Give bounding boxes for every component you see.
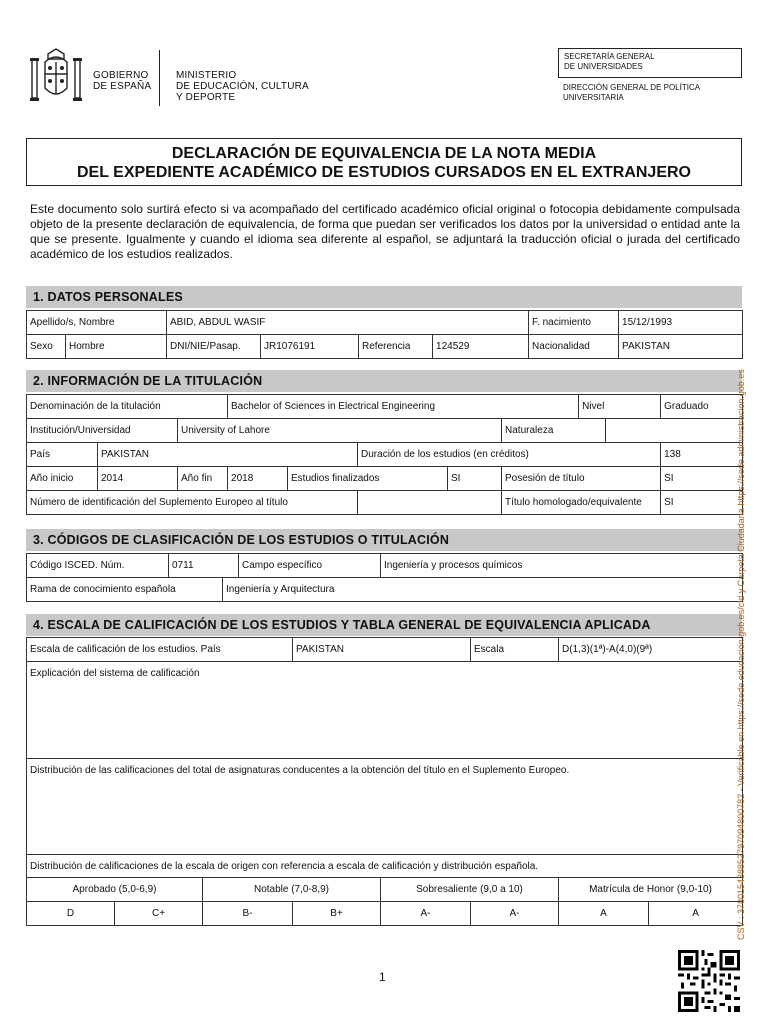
table-row <box>27 443 743 467</box>
referencia-value: 124529 <box>433 335 529 359</box>
escala-label: Escala <box>471 638 559 662</box>
table-row <box>27 759 743 782</box>
grade-header-aprobado: Aprobado (5,0-6,9) <box>27 878 203 902</box>
grade-cell: B- <box>203 902 293 926</box>
homologado-label: Título homologado/equivalente <box>502 491 661 515</box>
titulacion-table <box>26 394 743 515</box>
isced-value: 0711 <box>169 554 239 578</box>
campo-label: Campo específico <box>239 554 381 578</box>
suplemento-label: Número de identificación del Suplemento Europeo al título <box>27 491 358 515</box>
explicacion-area <box>27 684 743 759</box>
denominacion-value: Bachelor of Sciences in Electrical Engineering <box>228 395 579 419</box>
finalizados-label: Estudios finalizados <box>288 467 448 491</box>
nacionalidad-label: Nacionalidad <box>529 335 619 359</box>
duracion-value: 138 <box>661 443 743 467</box>
pais-label: País <box>27 443 98 467</box>
posesion-value: SI <box>661 467 743 491</box>
direccion-text: DIRECCIÓN GENERAL DE POLÍTICA UNIVERSITARIA <box>563 83 701 102</box>
grade-header-notable: Notable (7,0-8,9) <box>203 878 381 902</box>
table-row <box>27 781 743 855</box>
table-row <box>27 638 743 662</box>
table-row <box>27 491 743 515</box>
grade-cell: A- <box>381 902 471 926</box>
grade-cell: B+ <box>293 902 381 926</box>
explicacion-label: Explicación del sistema de calificación <box>27 662 743 685</box>
fnac-label: F. nacimiento <box>529 311 619 335</box>
escala-table <box>26 637 743 926</box>
secretaria-box: SECRETARÍA GENERAL DE UNIVERSIDADES <box>558 48 742 78</box>
ministerio-text: MINISTERIO DE EDUCACIÓN, CULTURA Y DEPORTE <box>176 70 309 103</box>
table-row <box>27 578 743 602</box>
sexo-label: Sexo <box>27 335 66 359</box>
section-3-heading: 3. CÓDIGOS DE CLASIFICACIÓN DE LOS ESTUDIOS O TITULACIÓN <box>26 529 742 551</box>
section-1-heading: 1. DATOS PERSONALES <box>26 286 742 308</box>
finalizados-value: SI <box>448 467 502 491</box>
referencia-label: Referencia <box>359 335 433 359</box>
table-row <box>27 467 743 491</box>
header-divider <box>159 50 160 106</box>
posesion-label: Posesión de título <box>502 467 661 491</box>
apellidos-label: Apellido/s, Nombre <box>27 311 167 335</box>
rama-value: Ingeniería y Arquitectura <box>223 578 743 602</box>
distribucion-label: Distribución de las calificaciones del total de asignaturas conducentes a la obtención del título en el Suplemento Europeo. <box>27 759 743 782</box>
grade-cell: D <box>27 902 115 926</box>
denominacion-label: Denominación de la titulación <box>27 395 228 419</box>
sexo-value: Hombre <box>66 335 167 359</box>
table-row <box>27 395 743 419</box>
table-row <box>27 335 743 359</box>
escala-pais-value: PAKISTAN <box>293 638 471 662</box>
table-row <box>27 554 743 578</box>
fnac-value: 15/12/1993 <box>619 311 743 335</box>
table-row <box>27 855 743 878</box>
nivel-value: Graduado <box>661 395 743 419</box>
pais-value: PAKISTAN <box>98 443 358 467</box>
campo-value: Ingeniería y procesos químicos <box>381 554 743 578</box>
table-row <box>27 878 743 902</box>
grade-cell: A- <box>471 902 559 926</box>
distribucion-area <box>27 781 743 855</box>
table-row <box>27 419 743 443</box>
datos-personales-table <box>26 310 743 359</box>
table-row <box>27 311 743 335</box>
escala-value: D(1,3)(1ª)-A(4,0)(9ª) <box>559 638 743 662</box>
qr-code-icon[interactable] <box>678 950 740 1012</box>
nacionalidad-value: PAKISTAN <box>619 335 743 359</box>
intro-paragraph: Este documento solo surtirá efecto si va acompañado del certificado académico oficial original o fotocopia debidamente compulsada objeto de la presente declaración de equivalencia, de forma que puedan ser verificados los datos por la universidad o entidad ante la que se presente. Igualmente y cuando el idioma sea diferente al español, se adjuntará la traducción oficial o jurada del certificado académico de los estudios realizados. <box>30 202 740 261</box>
naturaleza-label: Naturaleza <box>502 419 606 443</box>
table-row <box>27 684 743 759</box>
isced-label: Código ISCED. Núm. <box>27 554 169 578</box>
homologado-value: SI <box>661 491 743 515</box>
inicio-label: Año inicio <box>27 467 98 491</box>
section-4-heading: 4. ESCALA DE CALIFICACIÓN DE LOS ESTUDIOS Y TABLA GENERAL DE EQUIVALENCIA APLICADA <box>26 614 742 636</box>
spain-coat-of-arms-icon <box>28 48 84 106</box>
grade-header-sobresaliente: Sobresaliente (9,0 a 10) <box>381 878 559 902</box>
dni-label: DNI/NIE/Pasap. <box>167 335 261 359</box>
grade-cell: A <box>649 902 743 926</box>
grade-cell: C+ <box>115 902 203 926</box>
inicio-value: 2014 <box>98 467 178 491</box>
rama-label: Rama de conocimiento española <box>27 578 223 602</box>
nivel-label: Nivel <box>579 395 661 419</box>
page-number: 1 <box>379 970 386 984</box>
gobierno-text: GOBIERNO DE ESPAÑA <box>93 70 152 92</box>
institucion-label: Institución/Universidad <box>27 419 178 443</box>
apellidos-value: ABID, ABDUL WASIF <box>167 311 529 335</box>
institucion-value: University of Lahore <box>178 419 502 443</box>
grade-header-matricula: Matrícula de Honor (9,0-10) <box>559 878 743 902</box>
dni-value: JR1076191 <box>261 335 359 359</box>
table-row <box>27 662 743 685</box>
grade-cell: A <box>559 902 649 926</box>
escala-pais-label: Escala de calificación de los estudios. País <box>27 638 293 662</box>
naturaleza-value <box>606 419 743 443</box>
csv-verification-text[interactable]: CSV : 378015438852797094800782 - Verificable en https://sede.educacion.gob.es/cid y Carpeta Ciudadana https://sede.administracion.gob.es <box>736 369 746 940</box>
fin-label: Año fin <box>178 467 228 491</box>
fin-value: 2018 <box>228 467 288 491</box>
duracion-label: Duración de los estudios (en créditos) <box>358 443 661 467</box>
section-2-heading: 2. INFORMACIÓN DE LA TITULACIÓN <box>26 370 742 392</box>
table-row <box>27 902 743 926</box>
codigos-table <box>26 553 743 602</box>
distribucion2-label: Distribución de calificaciones de la escala de origen con referencia a escala de calificación y distribución española. <box>27 855 743 878</box>
document-title: DECLARACIÓN DE EQUIVALENCIA DE LA NOTA MEDIA DEL EXPEDIENTE ACADÉMICO DE ESTUDIOS CURSADOS EN EL EXTRANJERO <box>26 138 742 186</box>
suplemento-value <box>358 491 502 515</box>
